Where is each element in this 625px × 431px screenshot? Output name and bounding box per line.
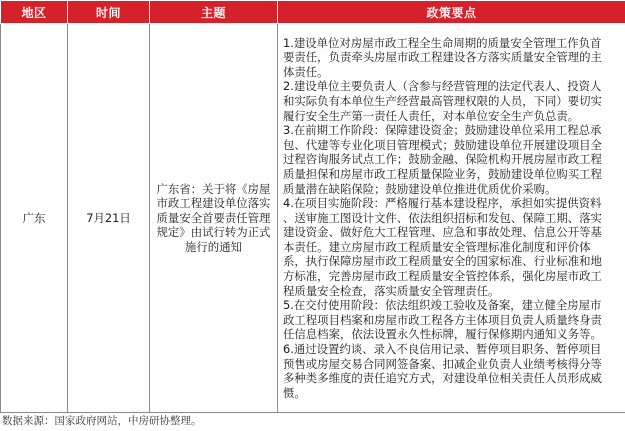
topic-line: 施行的通知: [185, 239, 242, 254]
date-cell: 7月21日: [68, 24, 150, 413]
policy-point-line: 1.建设单位对房屋市政工程全生命周期的质量安全管理工作负首: [283, 35, 602, 50]
policy-point-line: 4.在项目实施阶段：严格履行基本建设程序，承担如实提供资料: [283, 196, 602, 211]
policy-point-line: 过程咨询服务试点工作；鼓励金融、保险机构开展房屋市政工程: [283, 152, 602, 167]
policy-point-line: 体责任。: [283, 64, 329, 79]
policy-point-line: 慑。: [283, 385, 306, 400]
policy-point-line: 履行安全生产第一责任人责任，对本单位安全生产负总责。: [283, 108, 580, 123]
policy-point-line: 政工程项目档案和房屋市政工程各方主体项目负责人质量终身责: [283, 312, 602, 327]
policy-point-line: 建设资金、做好危大工程管理、应急和事故处理、信息公开等基: [283, 225, 602, 240]
header-policy-points: 政策要点: [278, 1, 625, 24]
header-date: 时间: [68, 1, 150, 24]
policy-point-line: 2.建设单位主要负责人（含参与经营管理的法定代表人、投资人: [283, 79, 602, 94]
topic-line: 市政工程建设单位落实: [156, 196, 271, 211]
policy-point-line: 系，执行保障房屋市政工程质量安全的国家标准、行业标准和地: [283, 254, 602, 269]
topic-line: 质量安全首要责任管理: [156, 210, 271, 225]
header-region: 地区: [1, 1, 68, 24]
policy-point-line: 任信息档案，依法设置永久性标牌，履行保修期内通知义务等。: [283, 327, 602, 342]
data-source-note: 数据来源：国家政府网站，中房研协整理。: [2, 415, 202, 427]
policy-point-line: 多种类多维度的责任追究方式，对建设单位相关责任人员形成威: [283, 371, 602, 386]
policy-point-line: 程质量安全检查，落实质量安全管理责任。: [283, 283, 500, 298]
topic-line: 规定》由试行转为正式: [156, 225, 271, 240]
topic-cell: [150, 24, 278, 413]
policy-points-cell: [278, 24, 625, 413]
header-topic: 主题: [150, 1, 278, 24]
policy-point-line: 、送审施工图设计文件、依法组织招标和发包、保障工期、落实: [283, 210, 602, 225]
policy-point-line: 3.在前期工作阶段：保障建设资金；鼓励建设单位采用工程总承: [283, 123, 602, 138]
policy-point-line: 和实际负有本单位生产经营最高管理权限的人员，下同）要切实: [283, 93, 602, 108]
table-row: [1, 24, 625, 413]
policy-point-line: 质量潜在缺陷保险；鼓励建设单位推进优质优价采购。: [283, 181, 557, 196]
policy-point-line: 方标准，完善房屋市政工程质量安全管控体系，强化房屋市政工: [283, 269, 602, 284]
policy-point-line: 预售或房屋交易合同网签备案、扣减企业负责人业绩考核得分等: [283, 356, 602, 371]
policy-point-line: 包、代建等专业化项目管理模式；鼓励建设单位开展建设项目全: [283, 137, 602, 152]
policy-point-line: 6.通过设置约谈、录入不良信用记录、暂停项目职务、暂停项目: [283, 342, 602, 357]
table-header-row: [1, 1, 625, 24]
topic-line: 广东省：关于将《房屋: [156, 181, 271, 196]
policy-point-line: 本责任。建立房屋市政工程质量安全管理标准化制度和评价体: [283, 239, 591, 254]
policy-point-line: 5.在交付使用阶段：依法组织竣工验收及备案，建立健全房屋市: [283, 298, 602, 313]
policy-point-line: 质量担保和房屋市政工程质量保险业务，鼓励建设单位购买工程: [283, 166, 602, 181]
policy-point-line: 要责任，负责牵头房屋市政工程建设各方落实质量安全管理的主: [283, 50, 602, 65]
region-cell: 广东: [1, 24, 68, 413]
